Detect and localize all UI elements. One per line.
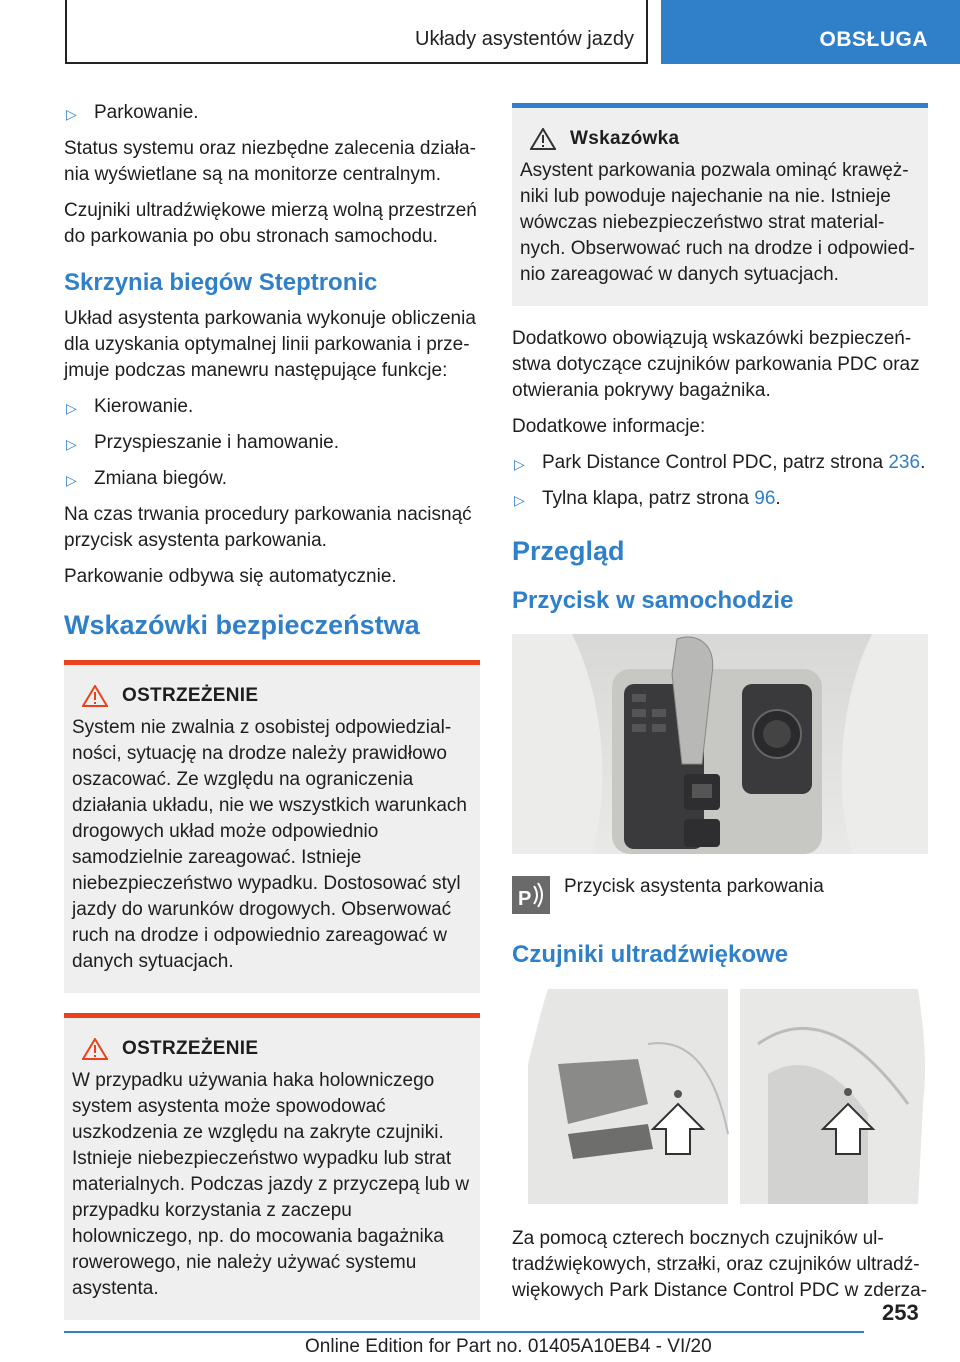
warning-triangle-icon: [82, 1038, 108, 1060]
warning-title: OSTRZEŻENIE: [122, 685, 259, 706]
left-column: [64, 100, 480, 1340]
paragraph: Status systemu oraz niezbędne zalecenia działania wyświetlane są na monitorze centralnym.: [64, 138, 476, 185]
tip-box: [512, 103, 928, 306]
list-item: ▷ Tylna klapa, patrz strona 96.: [512, 486, 928, 512]
list-item: ▷ Parkowanie.: [64, 100, 480, 126]
triangle-bullet-icon: ▷: [66, 472, 77, 488]
warning-box: [64, 1013, 480, 1320]
heading-overview: Przegląd: [512, 536, 625, 566]
triangle-bullet-icon: ▷: [66, 106, 77, 122]
chapter-tab-label: OBSŁUGA: [819, 28, 928, 51]
tip-text: Asystent parkowania pozwala ominąć krawężniki lub powoduje najechanie na nie. Istnieje wówczas niebezpieczeństwo strat materialnych. Obserwować ruch na drodze i odpowiednio zareagować w danych sytuacjach.: [520, 160, 915, 285]
footer-edition: Online Edition for Part no. 01405A10EB4 - VI/20: [305, 1336, 712, 1357]
tip-title: Wskazówka: [570, 128, 680, 149]
warning-text: System nie zwalnia z osobistej odpowiedzialności, sytuację na drodze należy prawidłowo oszacować. Ze względu na ograniczenia działania układu, nie we wszystkich warunkach drogowych układ może odpowiednio samodzielnie zareagować. Istnieje niebezpieczeństwo wypadku. Dostosować styl jazdy do warunków drogowych. Obserwować ruch na drodze i odpowiednio zareagować w danych sytuacjach.: [72, 717, 467, 972]
parking-assistant-button-icon: [512, 876, 550, 914]
caution-triangle-icon: [530, 128, 556, 150]
paragraph: Dodatkowe informacje:: [512, 416, 706, 437]
paragraph: Układ asystenta parkowania wykonuje obliczenia dla uzyskania optymalnej linii parkowania i przejmuje podczas manewru następujące funkcje:: [64, 308, 476, 381]
warning-text: W przypadku używania haka holowniczego system asystenta może spowodować uszkodzenia ze względu na zakryte czujniki. Istnieje niebezpieczeństwo wypadku lub strat materialnych. Podczas jazdy z przyczepą lub w przypadku korzystania z zaczepu holowniczego, np. do mocowania bagażnika rowerowego, nie należy używać systemu asystenta.: [72, 1070, 470, 1299]
triangle-bullet-icon: ▷: [514, 456, 525, 472]
heading-ultrasonic: Czujniki ultradźwiękowe: [512, 941, 789, 968]
paragraph: Czujniki ultradźwiękowe mierzą wolną przestrzeń do parkowania po obu stronach samochodu.: [64, 200, 477, 247]
footer-divider: [64, 1331, 864, 1333]
heading-steptronic: Skrzynia biegów Steptronic: [64, 269, 378, 296]
right-column: [512, 103, 928, 1314]
triangle-bullet-icon: ▷: [514, 492, 525, 508]
warning-box: [64, 660, 480, 993]
page-link[interactable]: 236: [888, 452, 921, 473]
paragraph: Za pomocą czterech bocznych czujników ultradźwiękowych, strzałki, oraz czujników ultradźwiękowych Park Distance Control PDC w zderza-: [512, 1228, 927, 1301]
paragraph: Parkowanie odbywa się automatycznie.: [64, 566, 397, 587]
paragraph: Na czas trwania procedury parkowania nacisnąć przycisk asystenta parkowania.: [64, 504, 472, 551]
warning-triangle-icon: [82, 685, 108, 707]
button-caption: Przycisk asystenta parkowania: [564, 876, 824, 897]
chapter-tab[interactable]: [661, 0, 960, 64]
page-link[interactable]: 96: [754, 488, 776, 509]
triangle-bullet-icon: ▷: [66, 400, 77, 416]
center-console-photo: [512, 634, 928, 854]
list-item: ▷ Park Distance Control PDC, patrz strona 236.: [512, 450, 928, 476]
warning-title: OSTRZEŻENIE: [122, 1038, 259, 1059]
page-number: 253: [882, 1300, 919, 1325]
section-title: Układy asystentów jazdy: [415, 28, 634, 50]
paragraph: Dodatkowo obowiązują wskazówki bezpieczeństwa dotyczące czujników parkowania PDC oraz otwierania pokrywy bagażnika.: [512, 328, 920, 401]
list-item: ▷ Zmiana biegów.: [64, 466, 480, 492]
triangle-bullet-icon: ▷: [66, 436, 77, 452]
heading-safety: Wskazówki bezpieczeństwa: [64, 610, 420, 640]
ultrasonic-sensors-photo: [528, 984, 928, 1204]
svg-text:P: P: [518, 888, 532, 910]
list-item: ▷ Przyspieszanie i hamowanie.: [64, 430, 480, 456]
list-item: ▷ Kierowanie.: [64, 394, 480, 420]
heading-button: Przycisk w samochodzie: [512, 587, 794, 614]
header-section-box: [65, 0, 648, 64]
parking-button-legend: [512, 874, 928, 912]
